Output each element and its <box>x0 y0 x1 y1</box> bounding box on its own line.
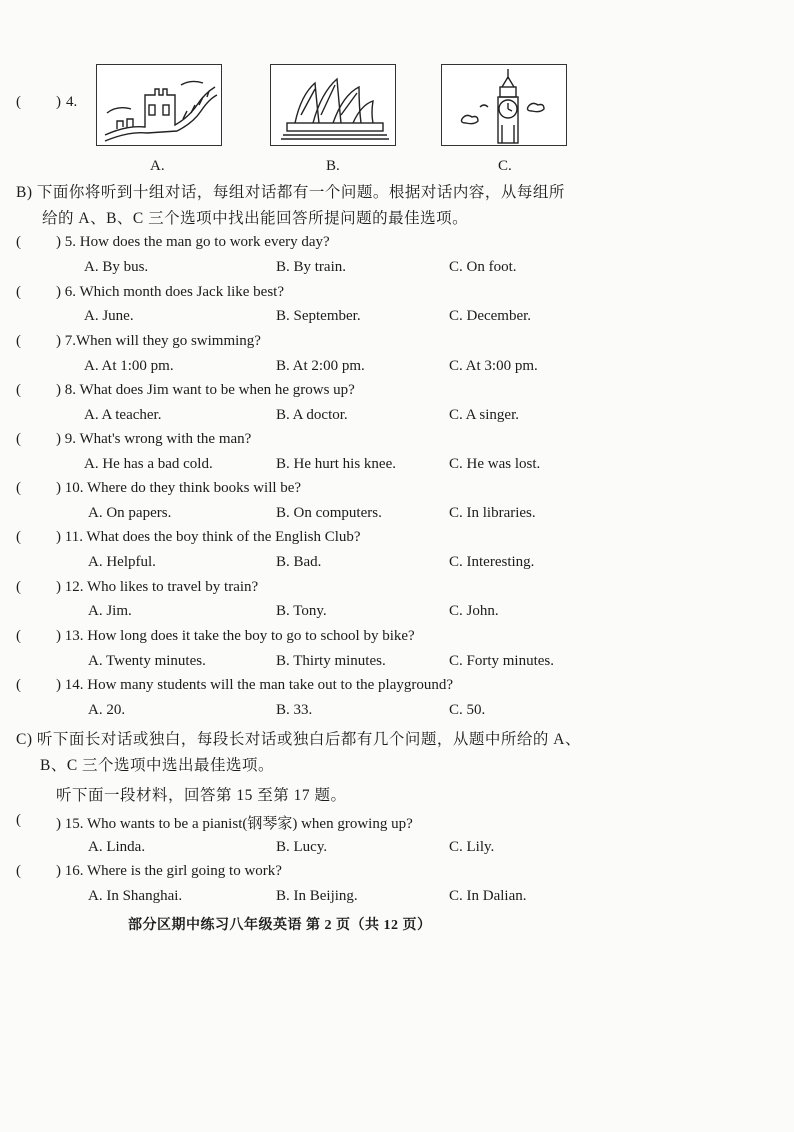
q10-option-c[interactable]: C. In libraries. <box>449 505 536 521</box>
q7-option-c[interactable]: C. At 3:00 pm. <box>449 358 538 374</box>
section-b-instruction-line1: B) 下面你将听到十组对话，每组对话都有一个问题。根据对话内容，从每组所 <box>16 184 565 201</box>
q8-paren-open: ( <box>16 382 21 398</box>
q10-option-b[interactable]: B. On computers. <box>276 505 382 521</box>
q13-question: ) 13. How long does it take the boy to go to school by bike? <box>56 628 415 644</box>
q16-option-b[interactable]: B. In Beijing. <box>276 888 358 904</box>
great-wall-icon <box>97 65 221 145</box>
q4-number: 4. <box>66 94 78 110</box>
q8-option-c[interactable]: C. A singer. <box>449 407 520 423</box>
q14-question: ) 14. How many students will the man take out to the playground? <box>56 677 454 693</box>
q8-option-a[interactable]: A. A teacher. <box>84 407 162 423</box>
q14-option-c[interactable]: C. 50. <box>449 702 486 718</box>
q4-label-a: A. <box>150 158 165 174</box>
great-wall-picture[interactable] <box>96 64 222 146</box>
q11-option-a[interactable]: A. Helpful. <box>88 554 156 570</box>
q10-question: ) 10. Where do they think books will be? <box>56 480 302 496</box>
section-b-instruction-line2: 给的 A、B、C 三个选项中找出能回答所提问题的最佳选项。 <box>42 210 469 227</box>
q7-paren-open: ( <box>16 333 21 349</box>
q4-paren-close: ) <box>56 94 61 110</box>
q15-option-c[interactable]: C. Lily. <box>449 839 495 855</box>
q16-paren-open: ( <box>16 863 21 879</box>
section-c-instruction-line2: B、C 三个选项中选出最佳选项。 <box>40 757 275 774</box>
q16-question: ) 16. Where is the girl going to work? <box>56 863 282 879</box>
q5-option-c[interactable]: C. On foot. <box>449 259 517 275</box>
q7-question: ) 7.When will they go swimming? <box>56 333 261 349</box>
q7-option-b[interactable]: B. At 2:00 pm. <box>276 358 365 374</box>
q7-option-a[interactable]: A. At 1:00 pm. <box>84 358 174 374</box>
q9-option-c[interactable]: C. He was lost. <box>449 456 541 472</box>
section-c-sub-instruction: 听下面一段材料，回答第 15 至第 17 题。 <box>56 787 347 804</box>
q16-option-c[interactable]: C. In Dalian. <box>449 888 527 904</box>
q15-paren-open: ( <box>16 812 21 828</box>
q12-option-a[interactable]: A. Jim. <box>88 603 132 619</box>
q11-option-c[interactable]: C. Interesting. <box>449 554 535 570</box>
q14-option-a[interactable]: A. 20. <box>88 702 126 718</box>
q6-paren-open: ( <box>16 284 21 300</box>
q16-option-a[interactable]: A. In Shanghai. <box>88 888 183 904</box>
q4-paren-open: ( <box>16 94 21 110</box>
q6-option-b[interactable]: B. September. <box>276 308 361 324</box>
big-ben-icon <box>442 65 566 145</box>
q11-paren-open: ( <box>16 529 21 545</box>
q15-question: ) 15. Who wants to be a pianist(钢琴家) when growing up? <box>56 816 413 832</box>
q5-paren-open: ( <box>16 234 21 250</box>
q9-paren-open: ( <box>16 431 21 447</box>
q9-option-b[interactable]: B. He hurt his knee. <box>276 456 396 472</box>
q8-question: ) 8. What does Jim want to be when he grows up? <box>56 382 355 398</box>
big-ben-picture[interactable] <box>441 64 567 146</box>
q15-option-a[interactable]: A. Linda. <box>88 839 146 855</box>
q6-question: ) 6. Which month does Jack like best? <box>56 284 285 300</box>
q4-label-c: C. <box>498 158 512 174</box>
q5-option-a[interactable]: A. By bus. <box>84 259 149 275</box>
opera-house-icon <box>271 65 395 145</box>
q12-option-c[interactable]: C. John. <box>449 603 499 619</box>
q5-option-b[interactable]: B. By train. <box>276 259 346 275</box>
q5-question: ) 5. How does the man go to work every day? <box>56 234 330 250</box>
q8-option-b[interactable]: B. A doctor. <box>276 407 348 423</box>
q13-option-a[interactable]: A. Twenty minutes. <box>88 653 206 669</box>
q14-option-b[interactable]: B. 33. <box>276 702 313 718</box>
q10-option-a[interactable]: A. On papers. <box>88 505 172 521</box>
q4-label-b: B. <box>326 158 340 174</box>
q15-option-b[interactable]: B. Lucy. <box>276 839 328 855</box>
section-c-instruction-line1: C) 听下面长对话或独白，每段长对话或独白后都有几个问题，从题中所给的 A、 <box>16 731 581 748</box>
page-footer: 部分区期中练习八年级英语 第 2 页（共 12 页） <box>128 918 432 933</box>
q6-option-c[interactable]: C. December. <box>449 308 532 324</box>
q6-option-a[interactable]: A. June. <box>84 308 134 324</box>
q12-paren-open: ( <box>16 579 21 595</box>
q9-question: ) 9. What's wrong with the man? <box>56 431 252 447</box>
q12-question: ) 12. Who likes to travel by train? <box>56 579 259 595</box>
q9-option-a[interactable]: A. He has a bad cold. <box>84 456 213 472</box>
q11-question: ) 11. What does the boy think of the English Club? <box>56 529 361 545</box>
q13-paren-open: ( <box>16 628 21 644</box>
opera-house-picture[interactable] <box>270 64 396 146</box>
q14-paren-open: ( <box>16 677 21 693</box>
q13-option-c[interactable]: C. Forty minutes. <box>449 653 555 669</box>
q11-option-b[interactable]: B. Bad. <box>276 554 322 570</box>
q12-option-b[interactable]: B. Tony. <box>276 603 327 619</box>
q10-paren-open: ( <box>16 480 21 496</box>
q13-option-b[interactable]: B. Thirty minutes. <box>276 653 386 669</box>
